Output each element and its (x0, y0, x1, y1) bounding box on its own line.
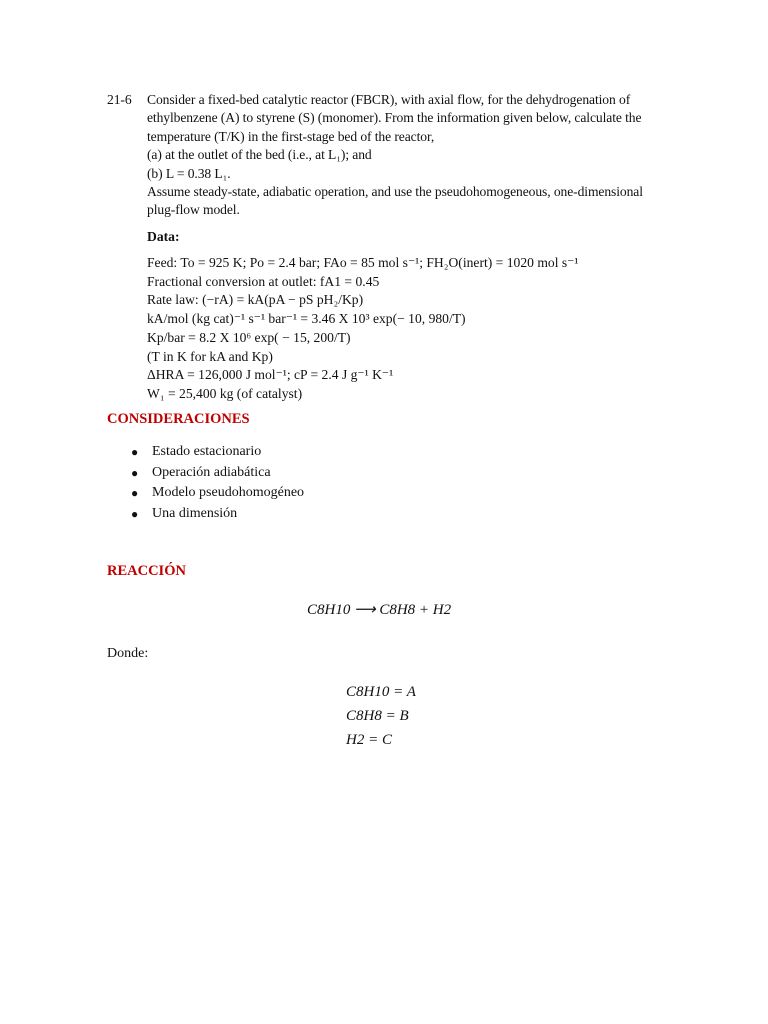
bullet-icon: ● (131, 445, 139, 459)
definition-a: C8H10 = A (346, 684, 416, 700)
problem-text-1: Consider a fixed-bed catalytic reactor (FBCR), with axial flow, for the dehydrogenation of (147, 92, 631, 107)
list-item: ● Operación adiabática (131, 463, 304, 484)
data-heading: Data: (147, 229, 180, 244)
problem-line-3: temperature (T/K) in the first-stage bed of the reactor, (147, 128, 435, 144)
bullet-icon: ● (131, 486, 139, 501)
problem-line-7: plug-flow model. (147, 202, 240, 218)
considerations-heading: CONSIDERACIONES (107, 411, 250, 427)
species-definitions (346, 680, 416, 752)
data-rate-law: Rate law: (−rA) = kA(pA − pS pH₂/Kp) (147, 292, 364, 308)
problem-statement (107, 91, 657, 220)
considerations-list (131, 442, 304, 524)
bullet-icon: ● (131, 465, 139, 480)
problem-line-1 (107, 91, 657, 109)
donde-label: Donde: (107, 646, 149, 661)
data-conversion: Fractional conversion at outlet: fA1 = 0.45 (147, 273, 380, 289)
list-item: ● Modelo pseudohomogéneo (131, 483, 304, 504)
problem-line-5: (b) L = 0.38 L₁. (147, 165, 231, 181)
data-rate-constant: kA/mol (kg cat)⁻¹ s⁻¹ bar⁻¹ = 3.46 X 10³ exp(− 10, 980/T) (147, 311, 466, 327)
reaction-heading: REACCIÓN (107, 563, 186, 579)
data-feed: Feed: To = 925 K; Po = 2.4 bar; FAo = 85 mol s⁻¹; FH₂O(inert) = 1020 mol s⁻¹ (147, 255, 579, 270)
problem-number: 21-6 (107, 92, 132, 107)
definition-c: H2 = C (346, 732, 392, 748)
problem-line-4: (a) at the outlet of the bed (i.e., at L₁); and (147, 147, 372, 163)
data-catalyst-mass: W₁ = 25,400 kg (of catalyst) (147, 385, 303, 401)
data-equilibrium-constant: Kp/bar = 8.2 X 10⁶ exp( − 15, 200/T) (147, 329, 351, 345)
problem-line-2: ethylbenzene (A) to styrene (S) (monomer). From the information given below, calculate the (147, 110, 642, 126)
definition-b: C8H8 = B (346, 708, 409, 724)
data-list (147, 254, 647, 404)
list-item: ● Una dimensión (131, 504, 304, 525)
reaction-equation: C8H10 ⟶ C8H8 + H2 (307, 602, 452, 618)
list-item: ● Estado estacionario (131, 442, 304, 463)
data-enthalpy: ΔHRA = 126,000 J mol⁻¹; cP = 2.4 J g⁻¹ K⁻¹ (147, 367, 394, 383)
data-temperature-note: (T in K for kA and Kp) (147, 348, 273, 364)
bullet-icon: ● (131, 506, 139, 521)
problem-line-6: Assume steady-state, adiabatic operation, and use the pseudohomogeneous, one-dimensional (147, 184, 643, 200)
